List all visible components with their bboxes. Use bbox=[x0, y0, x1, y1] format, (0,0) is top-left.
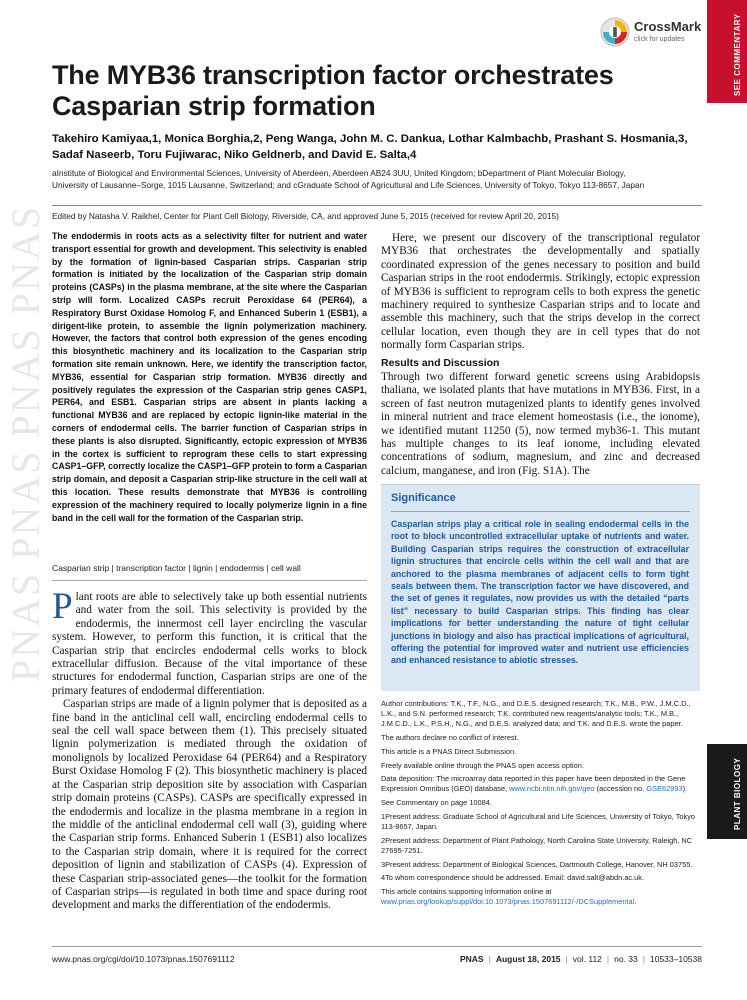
article-title: The MYB36 transcription factor orchestrates Casparian strip formation bbox=[52, 60, 614, 121]
author-list: Takehiro Kamiyaa,1, Monica Borghia,2, Peng Wanga, John M. C. Dankua, Lothar Kalmbachb, Prashant S. Hosmania,3, Sadaf Naseerb, Toru Fujiwarac, Niko Geldnerb, and David E. Salta,4 bbox=[52, 133, 688, 161]
abstract: The endodermis in roots acts as a selectivity filter for nutrient and water transport essential for growth and development. This selectivity is enabled by the formation of lignin-based Casparian strips. Casparian strip formation is initiated by the localization of the Casparian strip domain proteins (CASPs) in the plasma membrane, at the site where the Casparian strip will form. Localized CASPs recruit Peroxidase 64 (PER64), a Respiratory Burst Oxidase Homolog F, and Enhanced Suberin 1 (ESB1), a dirigent-like protein, to assemble the lignin polymerization machinery. However, the factors that control both expression of the genes encoding this biosynthetic machinery and its localization to the Casparian strip formation site remain unknown. Here, we identify the transcription factor, MYB36, essential for Casparian strip formation. MYB36 directly and positively regulates the expression of the Casparian strip genes CASP1, PER64, and ESB1. Casparian strips are absent in plants lacking a functional MYB36 and are replaced by ectopic lignin-like material in the corners of endodermal cells. The barrier function of Casparian strips in these plants is also disrupted. Significantly, ectopic expression of MYB36 in the cortex is sufficient to reprogram these cells to start expressing CASP1–GFP, correctly localize the CASP1–GFP protein to form a Casparian strip domain, and deposit a Casparian strip-like structure in the cell wall at this location. These results demonstrate that MYB36 is controlling expression of the machinery required to locally polymerize lignin in a fine band in the cell wall for the formation of the Casparian strip. bbox=[52, 231, 367, 523]
footer-pages: 10533–10538 bbox=[649, 954, 702, 964]
submission-note: This article is a PNAS Direct Submission. bbox=[381, 746, 517, 756]
supplemental-link[interactable]: www.pnas.org/lookup/suppl/doi:10.1073/pnas.1507691112/-/DCSupplemental bbox=[381, 897, 635, 907]
footnote: 3Present address: Department of Biological Sciences, Dartmouth College, Hanover, NH 03755. bbox=[381, 859, 693, 869]
significance-text: Casparian strips play a critical role in sealing endodermal cells in the root to block uncontrolled extracellular uptake of nutrients and water. Building Casparian strips requires the construction of extracellular lignin structures that encircle cells within the cell wall and that are anchored to the plasma membranes of adjacent cells to form tight seals between them. The transcription factor we have discovered, and the set of genes it regulates, now provides us with the detailed “parts list” necessary to build Casparian strips. This finding has clear implications for better understanding the nature of tight cellular junctions in biology and also has practical implications of agricultural, offering the potential for improved water and nutrient use efficiencies and enhanced resistance to abiotic stresses. bbox=[391, 519, 689, 666]
crossmark-icon bbox=[600, 17, 630, 47]
intro-column bbox=[52, 586, 367, 913]
open-access-note: Freely available online through the PNAS open access option. bbox=[381, 760, 584, 770]
edited-by: Edited by Natasha V. Raikhel, Center for Plant Cell Biology, Riverside, CA, and approved June 5, 2015 (received for review April 20, 2015) bbox=[52, 211, 559, 221]
results-paragraph: Through two different forward genetic screens using Arabidopsis thaliana, we isolated plants that have mutations in MYB36. First, in a screen of fast neutron mutagenized plants to identify genes involved in mineral nutrient and trace element homeostasis (i.e., the ionome), we identified mutant 11250 (5), now termed myb36-1. This mutant has multiple changes to its leaf ionome, including elevated concentrations of sodium, magnesium, and zinc and decreased calcium, manganese, and iron (Fig. S1A). The bbox=[381, 371, 700, 477]
commentary-note: See Commentary on page 10084. bbox=[381, 798, 492, 808]
conflict-statement: The authors declare no conflict of interest. bbox=[381, 733, 519, 743]
footer-volume: vol. 112 bbox=[572, 954, 602, 964]
crossmark-subtitle: click for updates bbox=[634, 36, 685, 43]
significance-box bbox=[381, 484, 700, 691]
geo-link[interactable]: www.ncbi.nlm.nih.gov/geo bbox=[509, 784, 595, 794]
see-commentary-tab[interactable]: SEE COMMENTARY bbox=[707, 0, 747, 103]
affiliations: aInstitute of Biological and Environmental Sciences, University of Aberdeen, Aberdeen AB24 3UU, United Kingdom; bDepartment of Plant Molecular Biology, University of Lausanne–Sorge, 1015 Lausanne, Switzerland; and cGraduate School of Agricultural and Life Sciences, University of Tokyo, Tokyo 113-8657, Japan bbox=[52, 168, 645, 190]
section-tab-plant-biology: PLANT BIOLOGY bbox=[707, 744, 747, 839]
footer-journal: PNAS bbox=[459, 954, 484, 964]
keywords: Casparian strip | transcription factor | lignin | endodermis | cell wall bbox=[52, 563, 301, 573]
divider bbox=[391, 511, 690, 512]
footer-citation: PNAS | August 18, 2015 | vol. 112 | no. 33 | 10533–10538 bbox=[459, 954, 702, 964]
discovery-paragraph-block bbox=[381, 232, 700, 353]
footer-doi-link[interactable]: www.pnas.org/cgi/doi/10.1073/pnas.1507691112 bbox=[52, 954, 235, 964]
crossmark-badge[interactable] bbox=[600, 17, 702, 47]
crossmark-title: CrossMark bbox=[634, 19, 702, 34]
pnas-watermark: PNAS PNAS PNAS PNAS bbox=[3, 204, 48, 682]
significance-heading: Significance bbox=[391, 492, 456, 504]
supporting-info-note: This article contains supporting information online at www.pnas.org/lookup/suppl/doi:10.1073/pnas.1507691112/-/DCSupplemental. bbox=[381, 887, 637, 907]
divider bbox=[52, 205, 702, 206]
accession-link[interactable]: GSE62993 bbox=[646, 784, 683, 794]
divider bbox=[52, 580, 367, 581]
discovery-paragraph: Here, we present our discovery of the transcriptional regulator MYB36 that orchestrates the developmentally and spatially coordinated expression of the genes necessary to position and build Casparian strips in the root endodermis. Strikingly, ectopic expression of MYB36 is sufficient to reprogram cells to both express the genetic machinery required to synthesize Casparian strips and to locate and assemble this machinery, such that the strips develop in the correct cellular location, even though they are in cell types that do not normally form Casparian strips. bbox=[381, 232, 700, 352]
results-text-block bbox=[381, 371, 700, 478]
author-contributions: Author contributions: T.K., T.F., N.G., and D.E.S. designed research; T.K., M.B., P.W., J.M.C.D., L.K., and S.N. performed research; T.K. contributed new reagents/analytic tools; T.K., M.B., J.M.C.D., L.K., P.S.H., N.G., and D.E.S. analyzed data; and T.K. and D.E.S. wrote the paper. bbox=[381, 699, 691, 729]
article-notes bbox=[381, 699, 700, 911]
drop-cap: P bbox=[52, 586, 73, 627]
intro-paragraph: Casparian strips are made of a lignin polymer that is deposited as a fine band in the anticlinal cell wall, encircling endodermal cells to seal the cell wall space between them (1). This precisely situated lignin polymerization is mediated through the oxidation of monolignols by localized Peroxidase 64 (PER64) and a Respiratory Burst Oxidase Homolog F (2). This biosynthetic machinery is placed at the Casparian strip deposition site by association with Casparian strip domain proteins (CASPs). CASPs are specifically expressed in the endodermis and localize in the plasma membrane in a region in the middle of the anticlinal endodermal cell wall (3), guiding where the Casparian strip forms. Enhanced Suberin 1 (ESB1) also localizes to the Casparian strip domain, where it is required for the correct deposition of lignin and stabilization of CASPs (4). Expression of these Casparian strip-associated genes—the toolkit for the formation of Casparian strips—is regulated in both time and space during root development and marks the differentiation of the endodermis. bbox=[52, 698, 367, 912]
footer-divider bbox=[52, 946, 702, 947]
footer-issue: no. 33 bbox=[614, 954, 638, 964]
data-deposition: Data deposition: The microarray data reported in this paper have been deposited in the Gene Expression Omnibus (GEO) database, www.ncbi.nlm.nih.gov/geo (accession no. GSE62993). bbox=[381, 774, 688, 794]
footer-date: August 18, 2015 bbox=[495, 954, 561, 964]
footnote: 1Present address: Graduate School of Agricultural and Life Sciences, University of Tokyo, Tokyo 113-8657, Japan. bbox=[381, 811, 695, 832]
footnote: 2Present address: Department of Plant Pathology, North Carolina State University, Raleigh, NC 27695-7251. bbox=[381, 835, 693, 855]
section-heading-results: Results and Discussion bbox=[381, 357, 500, 369]
intro-paragraph: lant roots are able to selectively take up both essential nutrients and water from the soil. This selectivity is provided by the endodermis, the innermost cell layer encircling the vascular system. However, to perform this function, it is critical that the Casparian strip that encircles endodermal cells works to block extracellular diffusion. Because of the vital importance of these structures for endodermal function, Casparian strips are one of the primary features of endodermal differentiation. bbox=[52, 591, 367, 697]
footnote: 4To whom correspondence should be addressed. Email: david.salt@abdn.ac.uk. bbox=[381, 873, 645, 883]
